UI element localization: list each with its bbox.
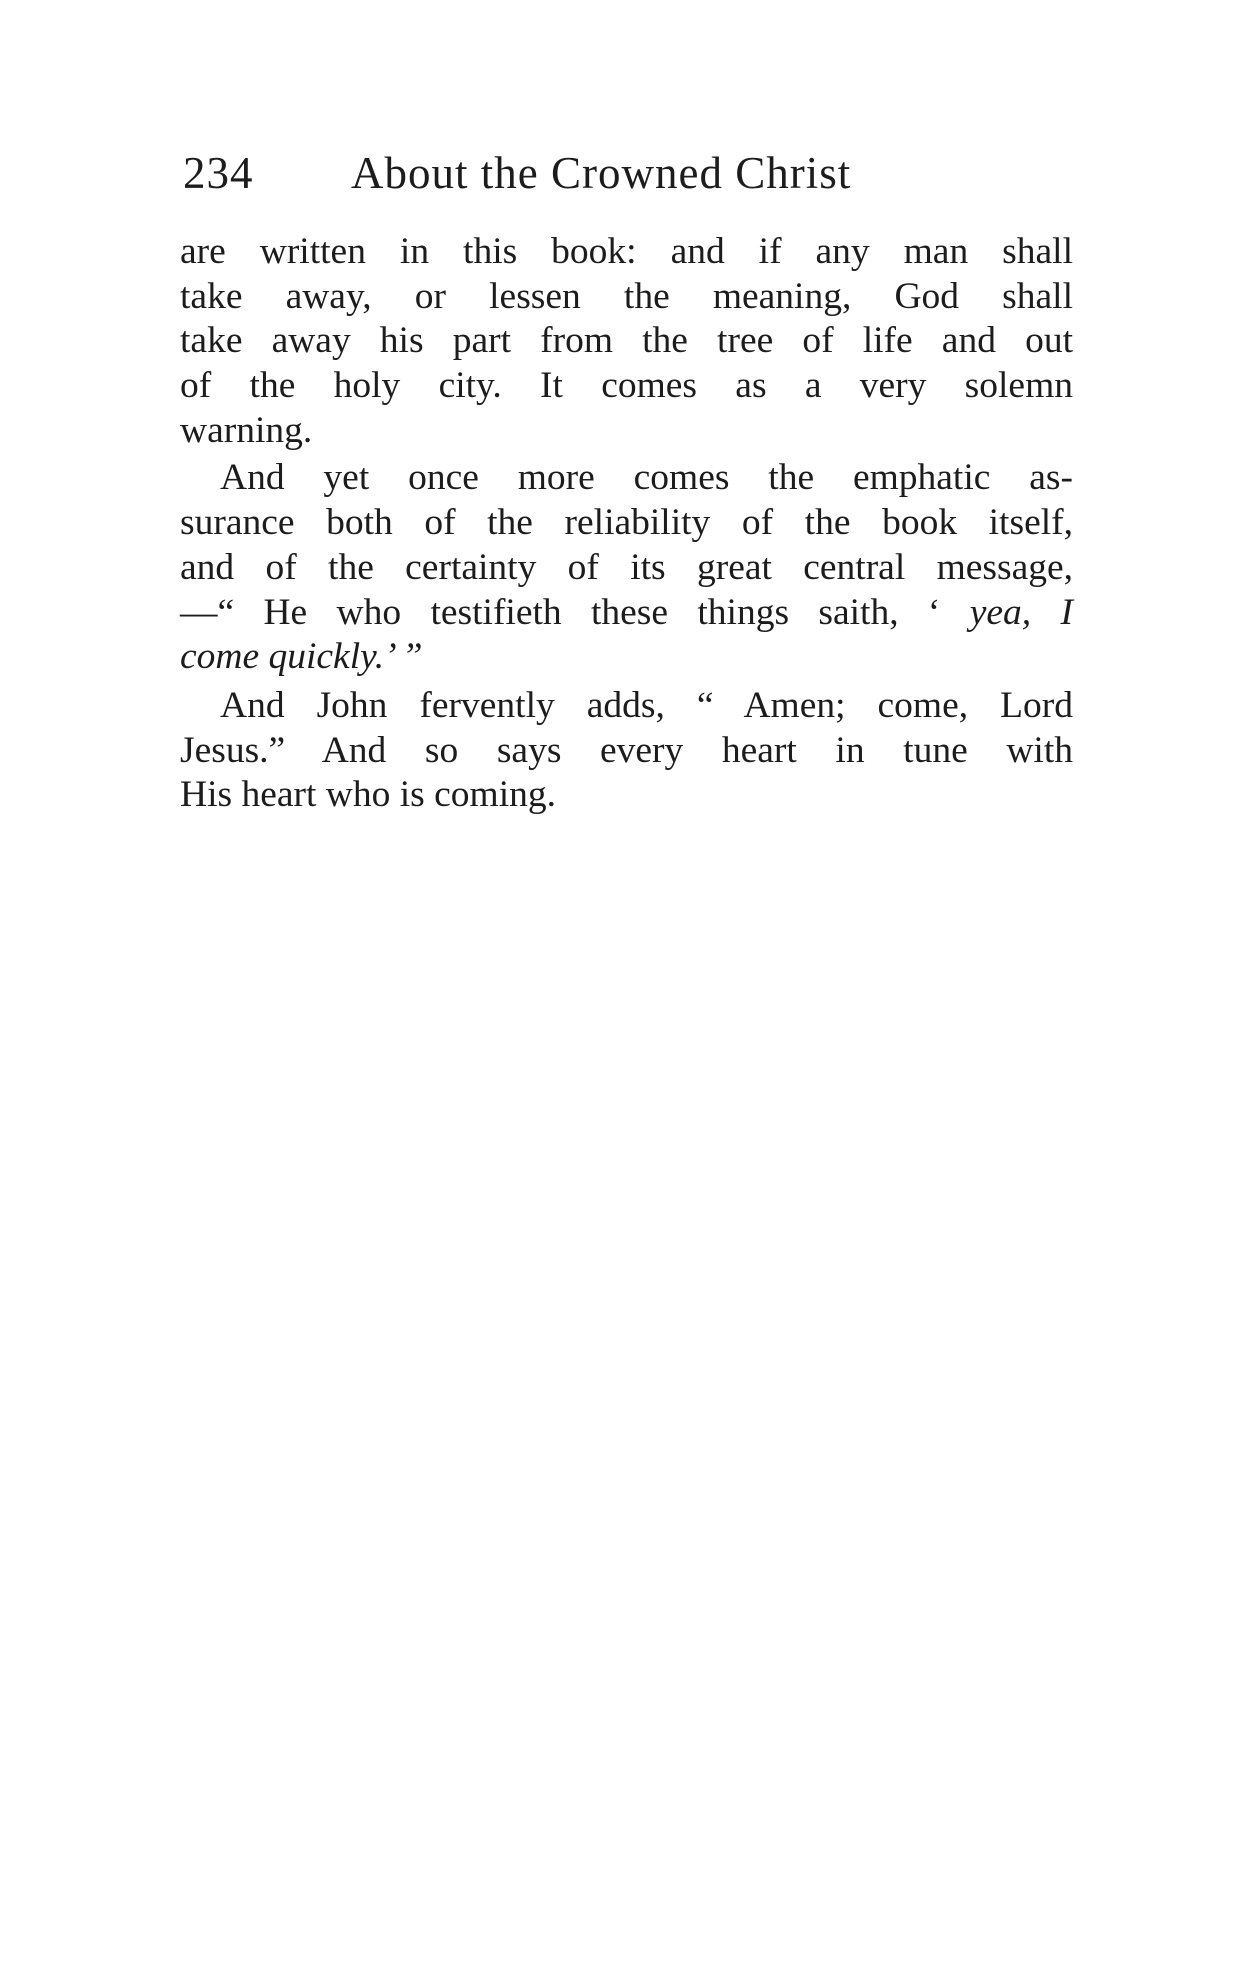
paragraph-first-line: And yet once more comes the emphatic as- bbox=[220, 457, 1073, 498]
running-head bbox=[183, 143, 1083, 203]
italic-quote: yea, I bbox=[969, 592, 1074, 633]
text-line bbox=[180, 590, 1073, 636]
text-line: of the holy city. It comes as a very solemn bbox=[180, 365, 1073, 406]
running-title: About the Crowned Christ bbox=[351, 148, 852, 198]
page-number: 234 bbox=[183, 148, 254, 198]
italic-quote-line: come quickly.’ ” bbox=[180, 636, 423, 677]
text-line: His heart who is coming. bbox=[180, 774, 556, 815]
text-line: Jesus.” And so says every heart in tune with bbox=[180, 730, 1073, 771]
text-line: take away, or lessen the meaning, God shall bbox=[180, 276, 1073, 317]
text-line: take away his part from the tree of life and out bbox=[180, 320, 1073, 361]
text-line: surance both of the reliability of the book itself, bbox=[180, 502, 1073, 543]
paragraph-first-line: And John fervently adds, “ Amen; come, Lord bbox=[220, 685, 1073, 726]
text-line: warning. bbox=[180, 410, 313, 451]
text-line: and of the certainty of its great central message, bbox=[180, 547, 1073, 588]
text-line: are written in this book: and if any man shall bbox=[180, 231, 1073, 272]
quote-text: —“ He who testifieth these things saith, ‘ bbox=[180, 592, 941, 633]
